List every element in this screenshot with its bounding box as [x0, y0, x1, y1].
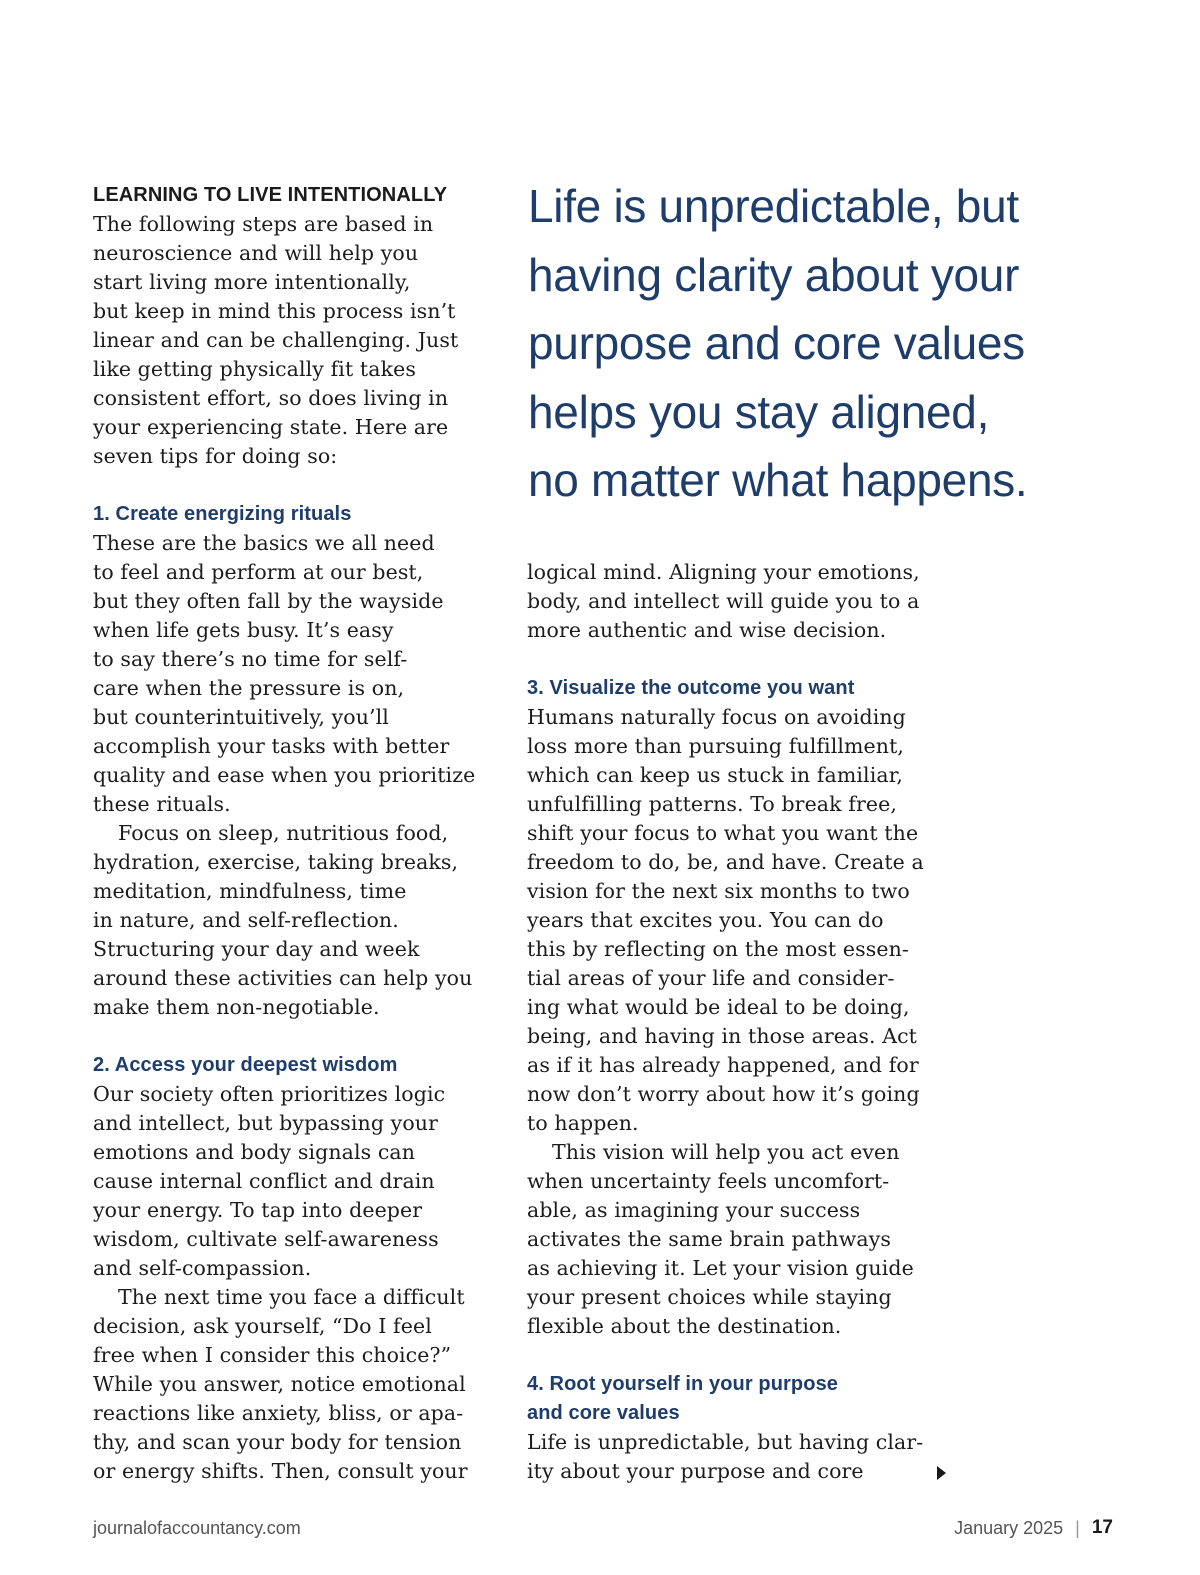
left-column — [93, 181, 513, 1486]
text-line: These are the basics we all need — [93, 531, 435, 555]
text-line: neuroscience and will help you — [93, 241, 419, 265]
text-line: years that excites you. You can do — [527, 908, 884, 932]
text-line: The next time you face a difficult — [118, 1285, 465, 1309]
spacer — [527, 1341, 957, 1370]
text-line: thy, and scan your body for tension — [93, 1430, 462, 1454]
tip2-continued — [527, 558, 957, 645]
tip1-heading: 1. Create energizing rituals — [93, 503, 352, 525]
text-line: free when I consider this choice?” — [93, 1343, 452, 1367]
text-line: when life gets busy. It’s easy — [93, 618, 394, 642]
tip4-heading — [527, 1370, 957, 1428]
text-line: loss more than pursuing fulfillment, — [527, 734, 905, 758]
text-line: and intellect, but bypassing your — [93, 1111, 438, 1135]
footer-date: January 2025 — [954, 1517, 1064, 1538]
text-line: Our society often prioritizes logic — [93, 1082, 446, 1106]
text-line: decision, ask yourself, “Do I feel — [93, 1314, 432, 1338]
spacer — [93, 471, 513, 500]
text-line: this by reflecting on the most essen- — [527, 937, 909, 961]
tip1-paragraph-2 — [93, 819, 513, 1022]
text-line: activates the same brain pathways — [527, 1227, 892, 1251]
pull-quote — [528, 172, 1128, 515]
tip2-paragraph-1 — [93, 1080, 513, 1283]
text-line: Humans naturally focus on avoiding — [527, 705, 906, 729]
text-line: logical mind. Aligning your emotions, — [527, 560, 920, 584]
tip4-paragraph-1 — [527, 1428, 957, 1486]
text-line: quality and ease when you prioritize — [93, 763, 476, 787]
tip1-paragraph-1 — [93, 529, 513, 819]
text-line: meditation, mindfulness, time — [93, 879, 407, 903]
text-line: wisdom, cultivate self-awareness — [93, 1227, 439, 1251]
text-line: tial areas of your life and consider- — [527, 966, 895, 990]
text-line: consistent effort, so does living in — [93, 386, 449, 410]
text-line: The following steps are based in — [93, 212, 434, 236]
text-line: more authentic and wise decision. — [527, 618, 887, 642]
footer-pagination — [954, 1517, 1113, 1539]
text-line: care when the pressure is on, — [93, 676, 405, 700]
text-line: Structuring your day and week — [93, 937, 420, 961]
text-line: hydration, exercise, taking breaks, — [93, 850, 459, 874]
right-column — [527, 558, 957, 1486]
spacer — [93, 1022, 513, 1051]
heading-line: 4. Root yourself in your purpose — [527, 1373, 839, 1395]
text-line: seven tips for doing so: — [93, 444, 338, 468]
pull-quote-line: no matter what happens. — [528, 454, 1028, 506]
text-line: being, and having in those areas. Act — [527, 1024, 918, 1048]
text-line: able, as imagining your success — [527, 1198, 861, 1222]
text-line: in nature, and self-reflection. — [93, 908, 399, 932]
heading-line: and core values — [527, 1402, 680, 1424]
text-line: start living more intentionally, — [93, 270, 411, 294]
text-line: but counterintuitively, you’ll — [93, 705, 389, 729]
intro-paragraph — [93, 210, 513, 471]
pull-quote-line: helps you stay aligned, — [528, 385, 990, 438]
text-line: but keep in mind this process isn’t — [93, 299, 456, 323]
intro-heading: LEARNING TO LIVE INTENTIONALLY — [93, 184, 448, 206]
text-line: to feel and perform at our best, — [93, 560, 424, 584]
footer-site: journalofaccountancy.com — [93, 1518, 301, 1538]
tip2-paragraph-2 — [93, 1283, 513, 1486]
tip3-paragraph-1 — [527, 703, 957, 1138]
text-line: as achieving it. Let your vision guide — [527, 1256, 914, 1280]
text-line: make them non-negotiable. — [93, 995, 380, 1019]
text-line: Life is unpredictable, but having clar- — [527, 1430, 924, 1454]
text-line: your energy. To tap into deeper — [93, 1198, 423, 1222]
text-line: to say there’s no time for self- — [93, 647, 408, 671]
text-line: around these activities can help you — [93, 966, 473, 990]
tip3-heading: 3. Visualize the outcome you want — [527, 677, 855, 699]
text-line: emotions and body signals can — [93, 1140, 416, 1164]
text-line: when uncertainty feels uncomfort- — [527, 1169, 890, 1193]
text-line: vision for the next six months to two — [527, 879, 910, 903]
text-line: While you answer, notice emotional — [93, 1372, 466, 1396]
text-line: accomplish your tasks with better — [93, 734, 450, 758]
spacer — [527, 645, 957, 674]
text-line: flexible about the destination. — [527, 1314, 842, 1338]
text-line: linear and can be challenging. Just — [93, 328, 459, 352]
text-line: your experiencing state. Here are — [93, 415, 449, 439]
page-number: 17 — [1091, 1517, 1113, 1538]
text-line: but they often fall by the wayside — [93, 589, 444, 613]
text-line: these rituals. — [93, 792, 231, 816]
text-line: like getting physically fit takes — [93, 357, 416, 381]
text-line: reactions like anxiety, bliss, or apa- — [93, 1401, 464, 1425]
text-line: your present choices while staying — [527, 1285, 892, 1309]
text-line: or energy shifts. Then, consult your — [93, 1459, 468, 1483]
text-line: ity about your purpose and core — [527, 1459, 864, 1483]
pull-quote-line: having clarity about your — [528, 248, 1020, 301]
text-line: as if it has already happened, and for — [527, 1053, 919, 1077]
text-line: shift your focus to what you want the — [527, 821, 919, 845]
text-line: cause internal conflict and drain — [93, 1169, 435, 1193]
footer-separator: | — [1075, 1517, 1080, 1538]
text-line: which can keep us stuck in familiar, — [527, 763, 903, 787]
pull-quote-line: Life is unpredictable, but — [528, 180, 1019, 232]
tip3-paragraph-2 — [527, 1138, 957, 1341]
text-line: This vision will help you act even — [552, 1140, 900, 1164]
text-line: ing what would be ideal to be doing, — [527, 995, 910, 1019]
tip2-heading: 2. Access your deepest wisdom — [93, 1054, 398, 1076]
text-line: Focus on sleep, nutritious food, — [118, 821, 449, 845]
text-line: unfulfilling patterns. To break free, — [527, 792, 897, 816]
pull-quote-line: purpose and core values — [528, 317, 1025, 369]
continue-arrow-icon — [937, 1466, 946, 1480]
text-line: to happen. — [527, 1111, 639, 1135]
text-line: body, and intellect will guide you to a — [527, 589, 920, 613]
text-line: now don’t worry about how it’s going — [527, 1082, 920, 1106]
text-line: freedom to do, be, and have. Create a — [527, 850, 924, 874]
text-line: and self-compassion. — [93, 1256, 312, 1280]
